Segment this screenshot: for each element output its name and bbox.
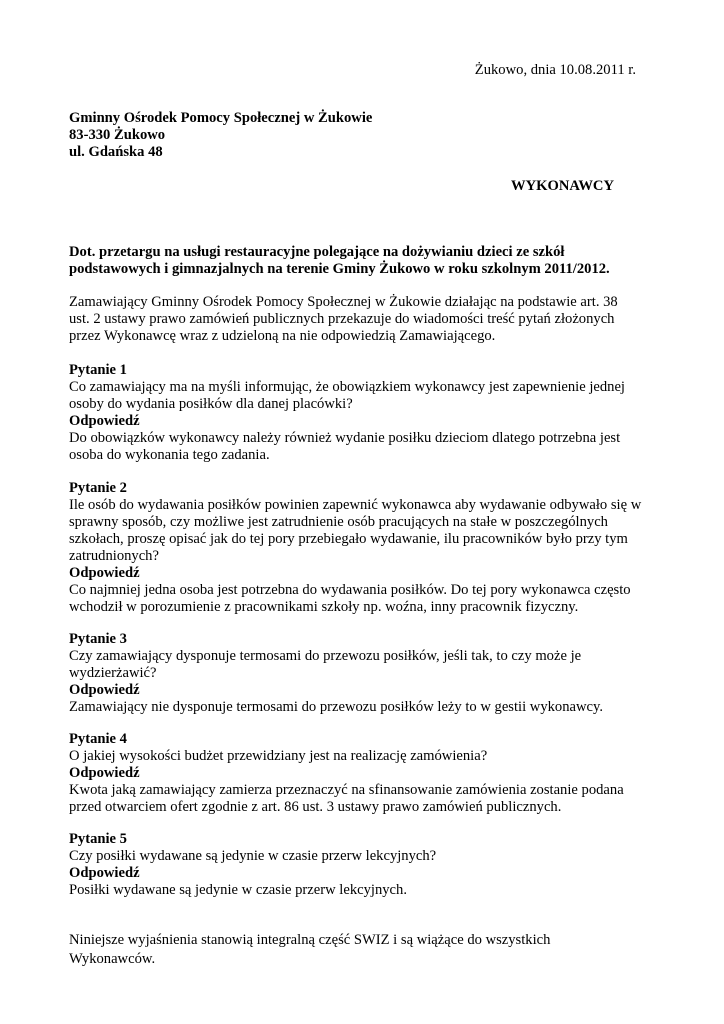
question-label: Pytanie 4 [69,731,127,747]
recipient: WYKONAWCY [511,178,614,194]
question-text: Co zamawiający ma na myśli informując, że obowiązkiem wykonawcy jest zapewnienie jednej osoby do wydania posiłków dla danej placówki? [69,379,625,412]
question-text: Czy zamawiający dysponuje termosami do przewozu posiłków, jeśli tak, to czy może je wydzierżawić? [69,648,582,681]
qa-block-5 [69,831,644,899]
sender-address [69,110,372,161]
closing-paragraph: Niniejsze wyjaśnienia stanowią integralną część SWIZ i są wiążące do wszystkich Wykonawców. [69,932,551,967]
answer-text: Kwota jaką zamawiający zamierza przeznaczyć na sfinansowanie zamówienia zostanie podana przed otwarciem ofert zgodnie z art. 86 ust. 3 ustawy prawo zamówień publicznych. [69,782,624,815]
answer-text: Posiłki wydawane są jedynie w czasie przerw lekcyjnych. [69,882,407,898]
question-label: Pytanie 3 [69,631,127,647]
qa-block-4 [69,731,644,816]
answer-label: Odpowiedź [69,765,140,781]
answer-label: Odpowiedź [69,565,140,581]
qa-block-3 [69,631,644,716]
qa-block-2 [69,480,644,616]
subject-line: Dot. przetargu na usługi restauracyjne polegające na dożywianiu dzieci ze szkół podstawowych i gimnazjalnych na terenie Gminy Żukowo w roku szkolnym 2011/2012. [69,244,610,277]
question-text: O jakiej wysokości budżet przewidziany jest na realizację zamówienia? [69,748,488,764]
sender-street: ul. Gdańska 48 [69,144,163,160]
answer-label: Odpowiedź [69,413,140,429]
question-label: Pytanie 5 [69,831,127,847]
answer-text: Zamawiający nie dysponuje termosami do przewozu posiłków leży to w gestii wykonawcy. [69,699,604,715]
answer-text: Co najmniej jedna osoba jest potrzebna do wydawania posiłków. Do tej pory wykonawca często wchodził w porozumienie z pracownikami szkoły np. woźna, inny pracownik fizyczny. [69,582,631,615]
answer-text: Do obowiązków wykonawcy należy również wydanie posiłku dzieciom dlatego potrzebna jest osoba do wykonania tego zadania. [69,430,621,463]
question-text: Ile osób do wydawania posiłków powinien zapewnić wykonawca aby wydawanie odbywało się w sprawny sposób, czy możliwe jest zatrudnienie osób pracujących na stałe w poszczególnych szkołach, proszę opisać jak do tej pory przebiegało wydawanie, ilu pracowników było przy tym zatrudnionych? [69,497,642,564]
document-date: Żukowo, dnia 10.08.2011 r. [474,62,636,78]
question-text: Czy posiłki wydawane są jedynie w czasie przerw lekcyjnych? [69,848,437,864]
answer-label: Odpowiedź [69,682,140,698]
intro-paragraph: Zamawiający Gminny Ośrodek Pomocy Społecznej w Żukowie działając na podstawie art. 38 ust. 2 ustawy prawo zamówień publicznych przekazuje do wiadomości treść pytań złożonych przez Wykonawcę wraz z udzieloną na nie odpowiedzią Zamawiającego. [69,294,618,344]
answer-label: Odpowiedź [69,865,140,881]
sender-postal: 83-330 Żukowo [69,127,166,143]
question-label: Pytanie 2 [69,480,127,496]
question-label: Pytanie 1 [69,362,127,378]
qa-block-1 [69,362,644,464]
sender-name: Gminny Ośrodek Pomocy Społecznej w Żukowie [69,110,373,126]
